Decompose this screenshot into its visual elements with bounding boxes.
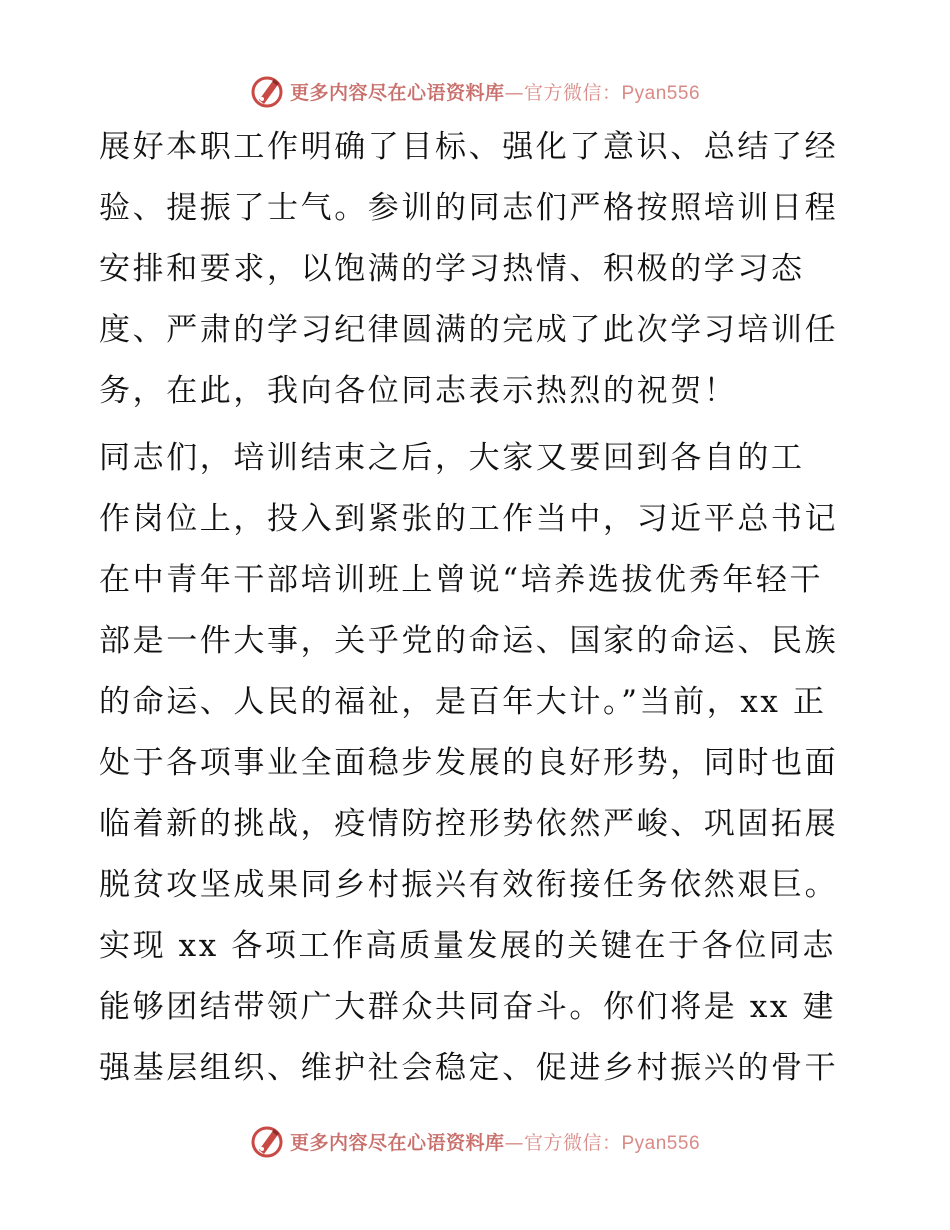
text-line: 能够团结带领广大群众共同奋斗。你们将是 xx 建 xyxy=(99,989,837,1025)
text-line: 度、严肃的学习纪律圆满的完成了此次学习培训任 xyxy=(99,312,839,348)
watermark-text xyxy=(290,78,700,105)
text-line: 脱贫攻坚成果同乡村振兴有效衔接任务依然艰巨。 xyxy=(99,867,839,903)
text-line: 实现 xx 各项工作高质量发展的关键在于各位同志 xyxy=(99,928,837,964)
text-line: 验、提振了士气。参训的同志们严格按照培训日程 xyxy=(99,190,839,226)
pen-logo-icon xyxy=(250,74,284,108)
text-line: 在中青年干部培训班上曾说“培养选拔优秀年轻干 xyxy=(99,562,824,598)
pen-logo-icon xyxy=(250,1124,284,1158)
footer-watermark xyxy=(0,1121,950,1161)
text-line: 安排和要求，以饱满的学习热情、积极的学习态 xyxy=(99,251,805,287)
watermark-wechat-id: Pyan556 xyxy=(621,82,701,104)
watermark-wechat-label: 官方微信： xyxy=(523,81,622,104)
text-line: 作岗位上，投入到紧张的工作当中，习近平总书记 xyxy=(99,501,839,537)
watermark-wechat-id: Pyan556 xyxy=(621,1132,701,1154)
paragraph-2 xyxy=(99,428,859,1099)
watermark-site: 更多内容尽在心语资料库 xyxy=(289,1131,505,1154)
text-line: 临着新的挑战，疫情防控形势依然严峻、巩固拓展 xyxy=(99,806,839,842)
document-body xyxy=(99,117,859,1099)
header-watermark xyxy=(0,71,950,111)
text-line: 处于各项事业全面稳步发展的良好形势，同时也面 xyxy=(99,745,839,781)
text-line: 展好本职工作明确了目标、强化了意识、总结了经 xyxy=(99,129,839,165)
text-line: 部是一件大事，关乎党的命运、国家的命运、民族 xyxy=(99,623,839,659)
watermark-text xyxy=(290,1128,700,1155)
watermark-separator: — xyxy=(504,81,524,104)
text-line: 强基层组织、维护社会稳定、促进乡村振兴的骨干 xyxy=(99,1050,839,1086)
watermark-wechat-label: 官方微信： xyxy=(523,1131,622,1154)
text-line: 的命运、人民的福祉，是百年大计。”当前，xx 正 xyxy=(99,684,827,720)
text-line: 务，在此，我向各位同志表示热烈的祝贺！ xyxy=(99,373,738,409)
watermark-separator: — xyxy=(504,1131,524,1154)
paragraph-1 xyxy=(99,117,859,422)
text-line: 同志们，培训结束之后，大家又要回到各自的工 xyxy=(99,440,805,476)
watermark-site: 更多内容尽在心语资料库 xyxy=(289,81,505,104)
